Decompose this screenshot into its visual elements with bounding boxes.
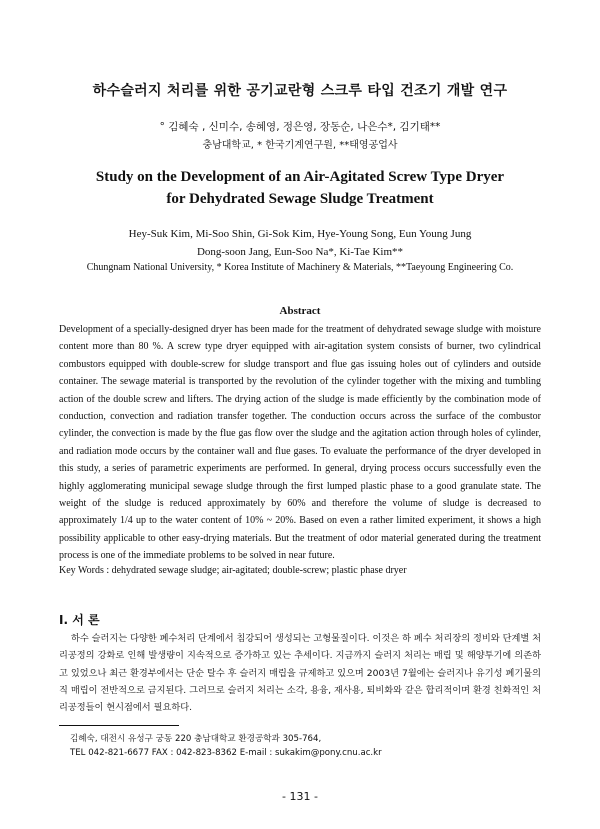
section-heading-introduction: Ⅰ. 서 론 xyxy=(59,613,100,627)
english-title xyxy=(0,166,600,210)
english-title-line-2: for Dehydrated Sewage Sludge Treatment xyxy=(166,191,434,207)
english-title-line-1: Study on the Development of an Air-Agitated Screw Type Dryer xyxy=(95,169,505,185)
footnote-line-2: TEL 042-821-6677 FAX : 042-823-8362 E-mail : sukakim@pony.cnu.ac.kr xyxy=(70,748,382,758)
footnote-divider xyxy=(59,725,179,726)
english-authors-line-1: Hey-Suk Kim, Mi-Soo Shin, Gi-Sok Kim, Hye-Young Song, Eun Young Jung xyxy=(128,228,472,240)
korean-authors: ° 김혜숙 , 신미수, 송혜영, 정은영, 장동순, 나은수*, 김기태** xyxy=(159,121,441,133)
section-text-introduction: 하수 슬러지는 다양한 폐수처리 단계에서 침강되어 생성되는 고형물질이다. 이것은 하 폐수 처리장의 정비와 단계별 처리공정의 강화로 인해 발생량이 지속적으로 증가하고 있는 추세이다. 지금까지 슬러지 처리는 매립 및 해양투기에 의존하고 있었으나 최근 환경부에서는 단순 탈수 후 슬러지 매립을 규제하고 있으며 2003년 7월에는 슬러지나 유기성 폐기물의 직 매립이 전반적으로 금지된다. 그러므로 슬러지 처리는 소각, 용융, 재사용, 퇴비화와 같은 합리적이며 환경 친화적인 처리공정들이 현시점에서 필요하다. xyxy=(59,633,541,714)
korean-affiliation: 충남대학교, * 한국기계연구원, **태영공업사 xyxy=(202,140,398,151)
abstract-text: Development of a specially-designed dryer has been made for the treatment of dehydrated sewage sludge with moisture content more than 80 %. A screw type dryer equipped with air-agitation system consists of burner, two cylindrical combustors equipped with double-screw for sludge transport and flue gas issuing holes out of cylinders and outside container. The sewage material is transported by the revolution of the cylinder together with the mixing and tumbling action of the double screw and lifters. The drying action of the sludge is made efficiently by the combination mode of conduction, convection and radiation transfer together. The conduction occurs across the surface of the combustor cylinder, the convection is made by the flue gas flow over the sludge and the agitation action through holes of cylinder, and radiation mode occurs by the container wall and flue gases. To evaluate the performance of the dryer developed in this study, a series of parametric experiments are performed. In general, drying process occurs successfully even the highly agglomerating municipal sewage sludge through the first lumped plastic phase to a good granulate state. The weight of the sludge is reduced approximately by 60% and therefore the volume of sludge is decreased to approximately 1/4 up to the water content of 10% ~ 20%. Based on even a rather limited experiment, it shows a high possibility applicable to other easy-drying materials. But the treatment of odor material generated during the treatment process is one of the immediate problems to be solved in near future. xyxy=(59,324,541,562)
korean-title: 하수슬러지 처리를 위한 공기교란형 스크루 타입 건조기 개발 연구 xyxy=(92,83,508,99)
footnote xyxy=(70,732,540,760)
keywords: Key Words : dehydrated sewage sludge; air-agitated; double-screw; plastic phase dryer xyxy=(59,565,407,576)
page-number: - 131 - xyxy=(282,790,318,803)
english-authors xyxy=(0,225,600,261)
footnote-line-1: 김혜숙, 대전시 유성구 궁동 220 충남대학교 환경공학과 305-764, xyxy=(70,734,322,744)
abstract-heading: Abstract xyxy=(279,305,321,317)
english-affiliation: Chungnam National University, * Korea Institute of Machinery & Materials, **Taeyoung Engineering Co. xyxy=(86,262,514,273)
english-authors-line-2: Dong-soon Jang, Eun-Soo Na*, Ki-Tae Kim** xyxy=(196,246,404,258)
